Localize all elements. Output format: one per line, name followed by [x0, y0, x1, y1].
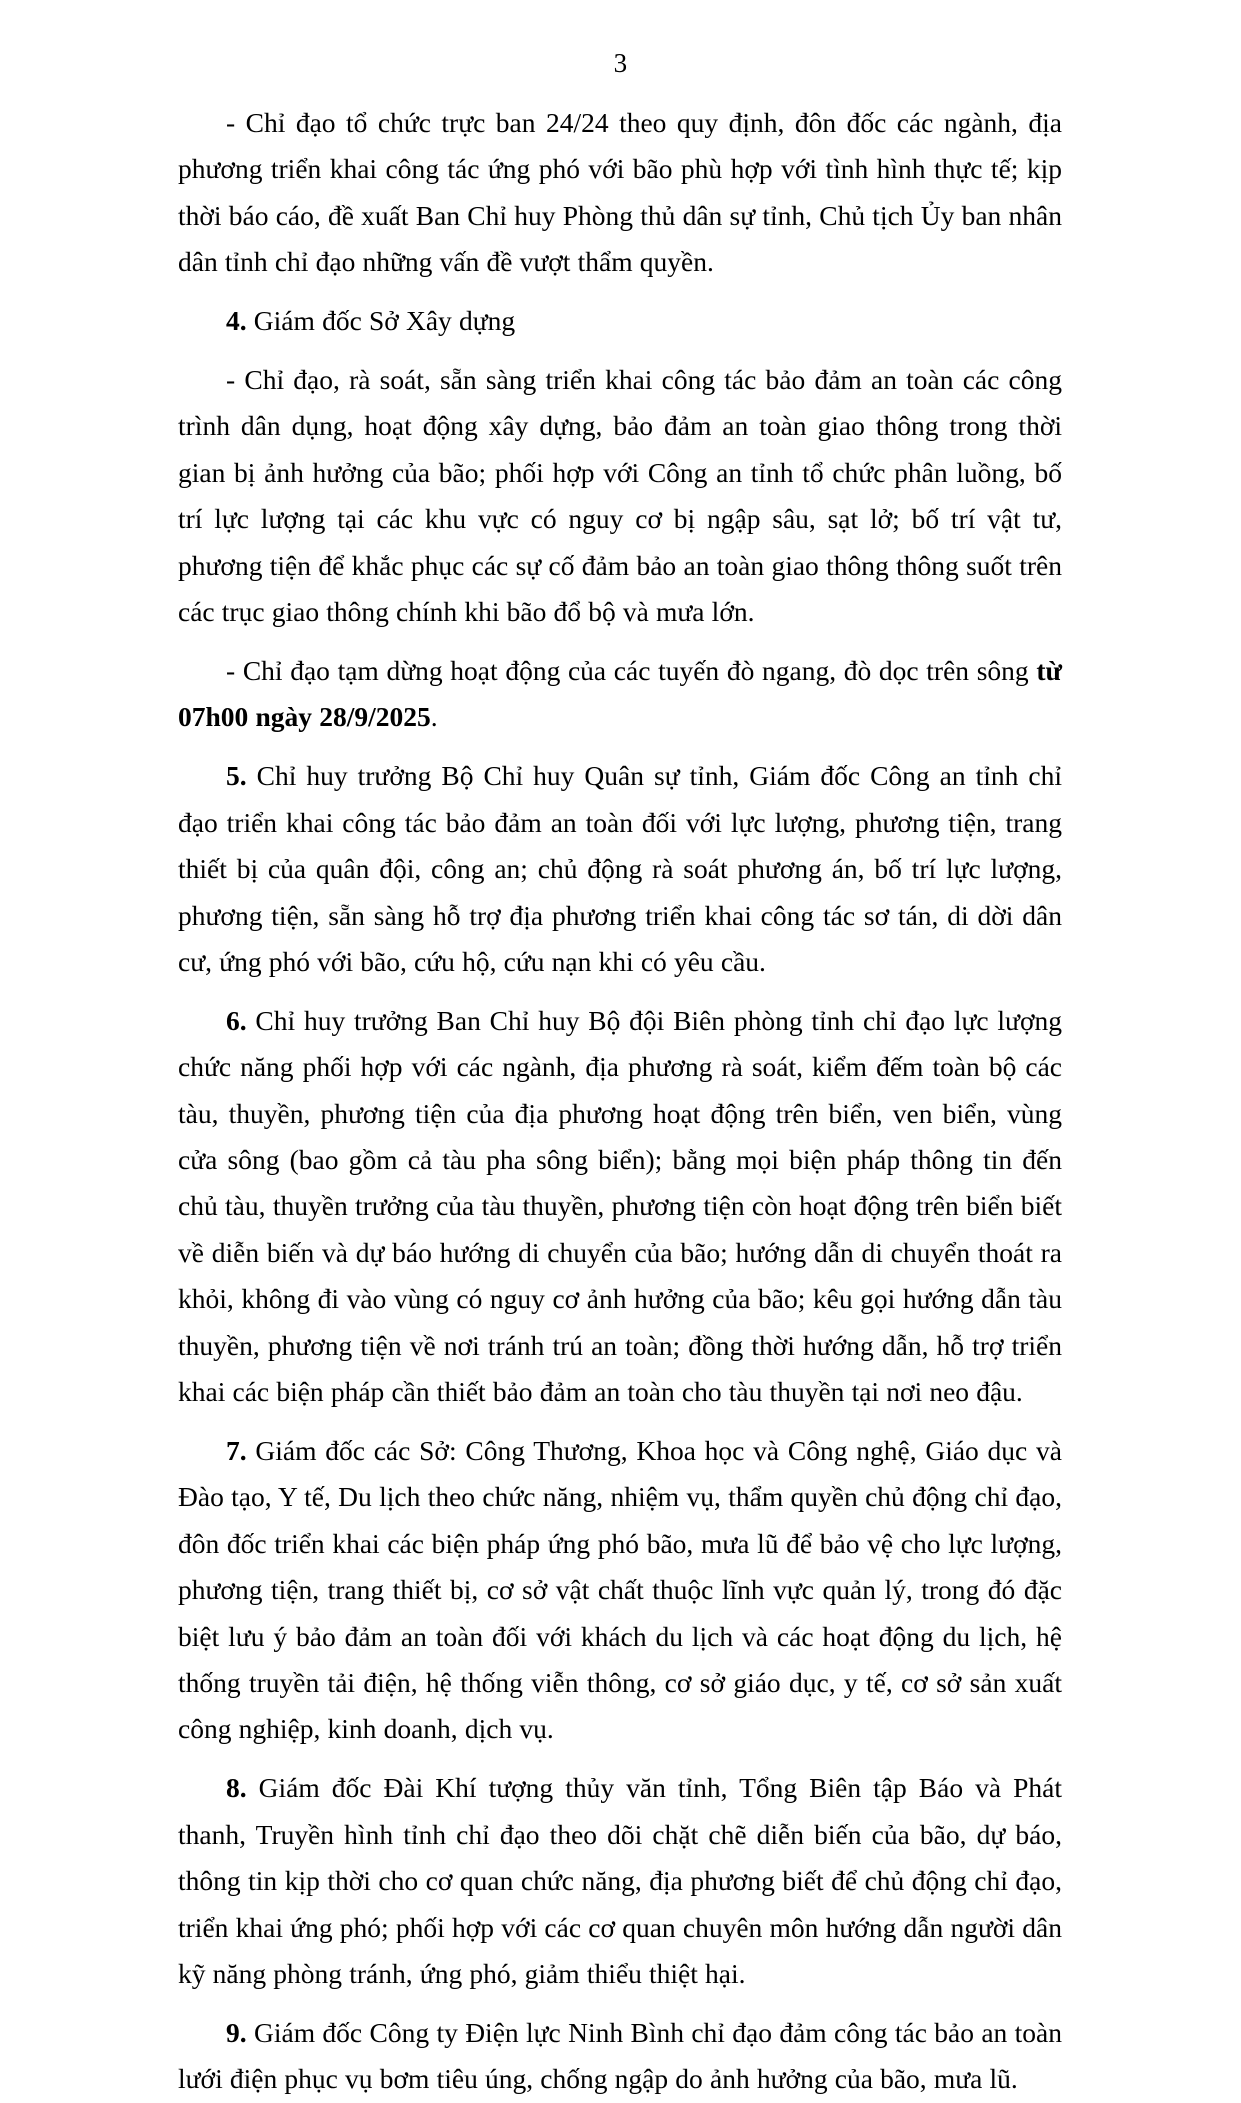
item-number: 7. — [226, 1434, 247, 1466]
paragraph-xay-dung-2 — [178, 648, 1062, 741]
paragraph-text: - Chỉ đạo, rà soát, sẵn sàng triển khai công tác bảo đảm an toàn các công trình dân dụng, hoạt động xây dựng, bảo đảm an toàn giao thông trong thời gian bị ảnh hưởng của bão; phối hợp với Công an tỉnh tổ chức phân luồng, bố trí lực lượng tại các khu vực có nguy cơ bị ngập sâu, sạt lở; bố trí vật tư, phương tiện để khắc phục các sự cố đảm bảo an toàn giao thông thông suốt trên các trục giao thông chính khi bão đổ bộ và mưa lớn. — [178, 364, 1062, 628]
paragraph-xay-dung-1 — [178, 357, 1062, 635]
paragraph-heading-6 — [178, 998, 1062, 1416]
paragraph-truc-ban — [178, 100, 1062, 286]
paragraph-text: Chỉ huy trưởng Ban Chỉ huy Bộ đội Biên phòng tỉnh chỉ đạo lực lượng chức năng phối hợp với các ngành, địa phương rà soát, kiểm đếm toàn bộ các tàu, thuyền, phương tiện của địa phương hoạt động trên biển, ven biển, vùng cửa sông (bao gồm cả tàu pha sông biển); bằng mọi biện pháp thông tin đến chủ tàu, thuyền trưởng của tàu thuyền, phương tiện còn hoạt động trên biển biết về diễn biến và dự báo hướng di chuyển của bão; hướng dẫn di chuyển thoát ra khỏi, không đi vào vùng có nguy cơ ảnh hưởng của bão; kêu gọi hướng dẫn tàu thuyền, phương tiện về nơi tránh trú an toàn; đồng thời hướng dẫn, hỗ trợ triển khai các biện pháp cần thiết bảo đảm an toàn cho tàu thuyền tại nơi neo đậu. — [178, 1004, 1062, 1408]
paragraph-heading-5 — [178, 753, 1062, 985]
paragraph-text-after-bold: . — [430, 701, 438, 733]
paragraph-text: Giám đốc Công ty Điện lực Ninh Bình chỉ đạo đảm công tác bảo an toàn lưới điện phục vụ bơm tiêu úng, chống ngập do ảnh hưởng của bão, mưa lũ. — [178, 2016, 1062, 2095]
item-number: 5. — [226, 760, 247, 792]
paragraph-text: Giám đốc các Sở: Công Thương, Khoa học và Công nghệ, Giáo dục và Đào tạo, Y tế, Du lịch theo chức năng, nhiệm vụ, thẩm quyền chủ động chỉ đạo, đôn đốc triển khai các biện pháp ứng phó bão, mưa lũ để bảo vệ cho lực lượng, phương tiện, trang thiết bị, cơ sở vật chất thuộc lĩnh vực quản lý, trong đó đặc biệt lưu ý bảo đảm an toàn đối với khách du lịch và các hoạt động du lịch, hệ thống truyền tải điện, hệ thống viễn thông, cơ sở giáo dục, y tế, cơ sở sản xuất công nghiệp, kinh doanh, dịch vụ. — [178, 1434, 1062, 1745]
page-number: 3 — [613, 48, 628, 78]
paragraph-text: - Chỉ đạo tổ chức trực ban 24/24 theo quy định, đôn đốc các ngành, địa phương triển khai công tác ứng phó với bão phù hợp với tình hình thực tế; kịp thời báo cáo, đề xuất Ban Chỉ huy Phòng thủ dân sự tỉnh, Chủ tịch Ủy ban nhân dân tỉnh chỉ đạo những vấn đề vượt thẩm quyền. — [178, 107, 1062, 278]
paragraph-heading-4 — [178, 298, 1062, 344]
paragraph-text: Chỉ huy trưởng Bộ Chỉ huy Quân sự tỉnh, Giám đốc Công an tỉnh chỉ đạo triển khai công tác bảo đảm an toàn đối với lực lượng, phương tiện, trang thiết bị của quân đội, công an; chủ động rà soát phương án, bố trí lực lượng, phương tiện, sẵn sàng hỗ trợ địa phương triển khai công tác sơ tán, di dời dân cư, ứng phó với bão, cứu hộ, cứu nạn khi có yêu cầu. — [178, 760, 1062, 977]
paragraph-heading-8 — [178, 1765, 1062, 1997]
paragraph-text: Giám đốc Đài Khí tượng thủy văn tỉnh, Tổng Biên tập Báo và Phát thanh, Truyền hình tỉnh chỉ đạo theo dõi chặt chẽ diễn biến của bão, dự báo, thông tin kịp thời cho cơ quan chức năng, địa phương biết để chủ động chỉ đạo, triển khai ứng phó; phối hợp với các cơ quan chuyên môn hướng dẫn người dân kỹ năng phòng tránh, ứng phó, giảm thiểu thiệt hại. — [178, 1772, 1062, 1989]
item-number: 4. — [226, 305, 247, 337]
item-number: 9. — [226, 2016, 247, 2048]
effective-datetime: từ 07h00 ngày 28/9/2025 — [178, 654, 1062, 733]
document-body — [178, 100, 1062, 2103]
paragraph-heading-7 — [178, 1428, 1062, 1753]
paragraph-heading-9 — [178, 2010, 1062, 2103]
item-number: 8. — [226, 1772, 247, 1804]
paragraph-text-before-bold: - Chỉ đạo tạm dừng hoạt động của các tuyến đò ngang, đò dọc trên sông — [226, 654, 1037, 686]
item-number: 6. — [226, 1004, 247, 1036]
paragraph-text: Giám đốc Sở Xây dựng — [246, 305, 516, 337]
